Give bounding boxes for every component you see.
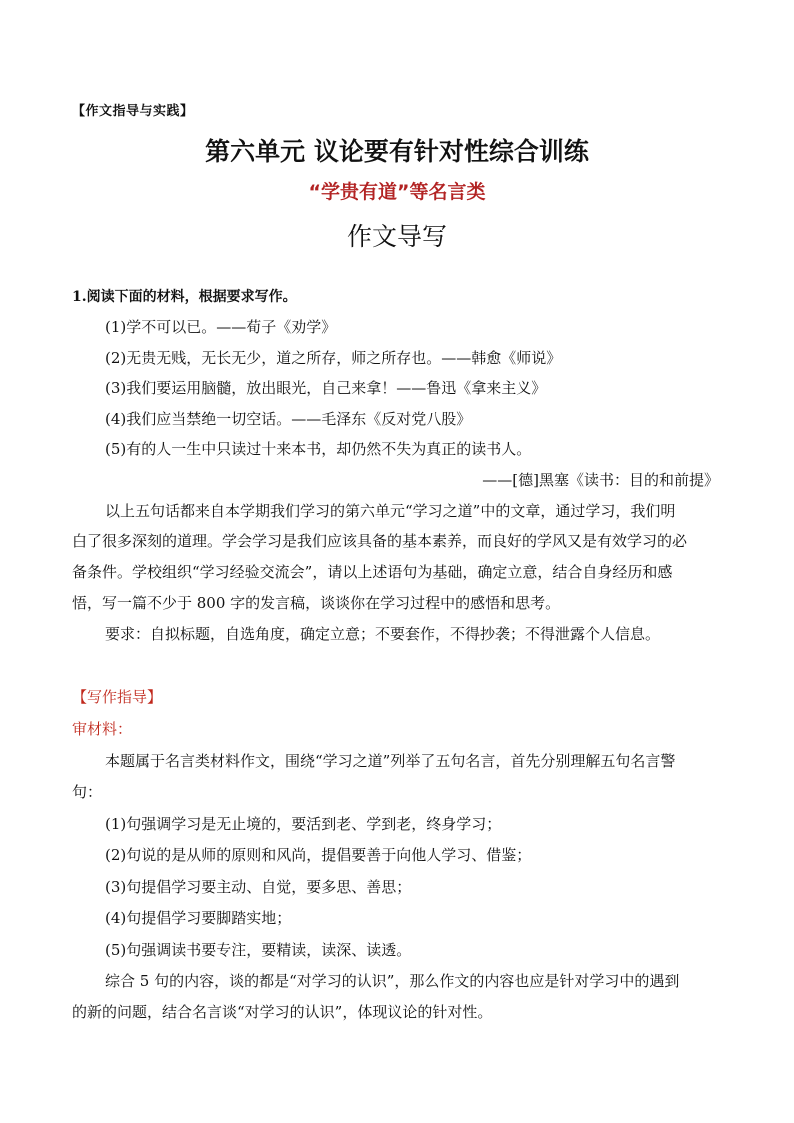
analysis-intro-line: 本题属于名言类材料作文，围绕“学习之道”列举了五句名言，首先分别理解五句名言警 [105,752,676,770]
quote-1: (1)学不可以已。——荀子《劝学》 [105,318,337,336]
material-tag: 审材料： [72,720,133,738]
requirements: 要求：自拟标题，自选角度，确定立意；不要套作，不得抄袭；不得泄露个人信息。 [105,625,661,643]
quote-2: (2)无贵无贱，无长无少，道之所存，师之所存也。——韩愈《师说》 [105,349,562,367]
analysis-intro-line: 句： [72,783,103,801]
page-title: 第六单元 议论要有针对性综合训练 [205,137,589,166]
section-tag: 【作文指导与实践】 [72,104,194,119]
summary-line: 综合 5 句的内容，谈的都是“对学习的认识”，那么作文的内容也应是针对学习中的遇到 [105,972,680,990]
quote-5: (5)有的人一生中只读过十来本书，却仍然不失为真正的读书人。 [105,440,532,458]
analysis-point-1: (1)句强调学习是无止境的，要活到老、学到老，终身学习； [105,815,502,833]
guide-tag: 【写作指导】 [72,688,163,706]
question-title: 1.阅读下面的材料，根据要求写作。 [72,289,297,305]
analysis-point-5: (5)句强调读书要专注，要精读，读深、读透。 [105,941,412,959]
analysis-point-2: (2)句说的是从师的原则和风尚，提倡要善于向他人学习、借鉴； [105,846,532,864]
prompt-line: 以上五句话都来自本学期我们学习的第六单元“学习之道”中的文章，通过学习，我们明 [105,502,676,520]
summary-line: 的新的问题，结合名言谈“对学习的认识”，体现议论的针对性。 [72,1003,493,1021]
quote-3: (3)我们要运用脑髓，放出眼光，自己来拿！——鲁迅《拿来主义》 [105,379,547,397]
quote-4: (4)我们应当禁绝一切空话。——毛泽东《反对党八股》 [105,410,472,428]
prompt-line: 备条件。学校组织“学习经验交流会”，请以上述语句为基础，确定立意，结合自身经历和感 [72,563,673,581]
analysis-point-4: (4)句提倡学习要脚踏实地； [105,909,292,927]
quote-5-attribution: ——[德]黑塞《读书：目的和前提》 [482,471,719,489]
section-heading: 作文导写 [346,222,447,251]
page-subtitle: “学贵有道”等名言类 [308,181,486,203]
prompt-line: 悟，写一篇不少于 800 字的发言稿，谈谈你在学习过程中的感悟和思考。 [72,594,561,612]
analysis-point-3: (3)句提倡学习要主动、自觉，要多思、善思； [105,878,412,896]
prompt-line: 白了很多深刻的道理。学会学习是我们应该具备的基本素养，而良好的学风又是有效学习的必 [72,532,688,550]
